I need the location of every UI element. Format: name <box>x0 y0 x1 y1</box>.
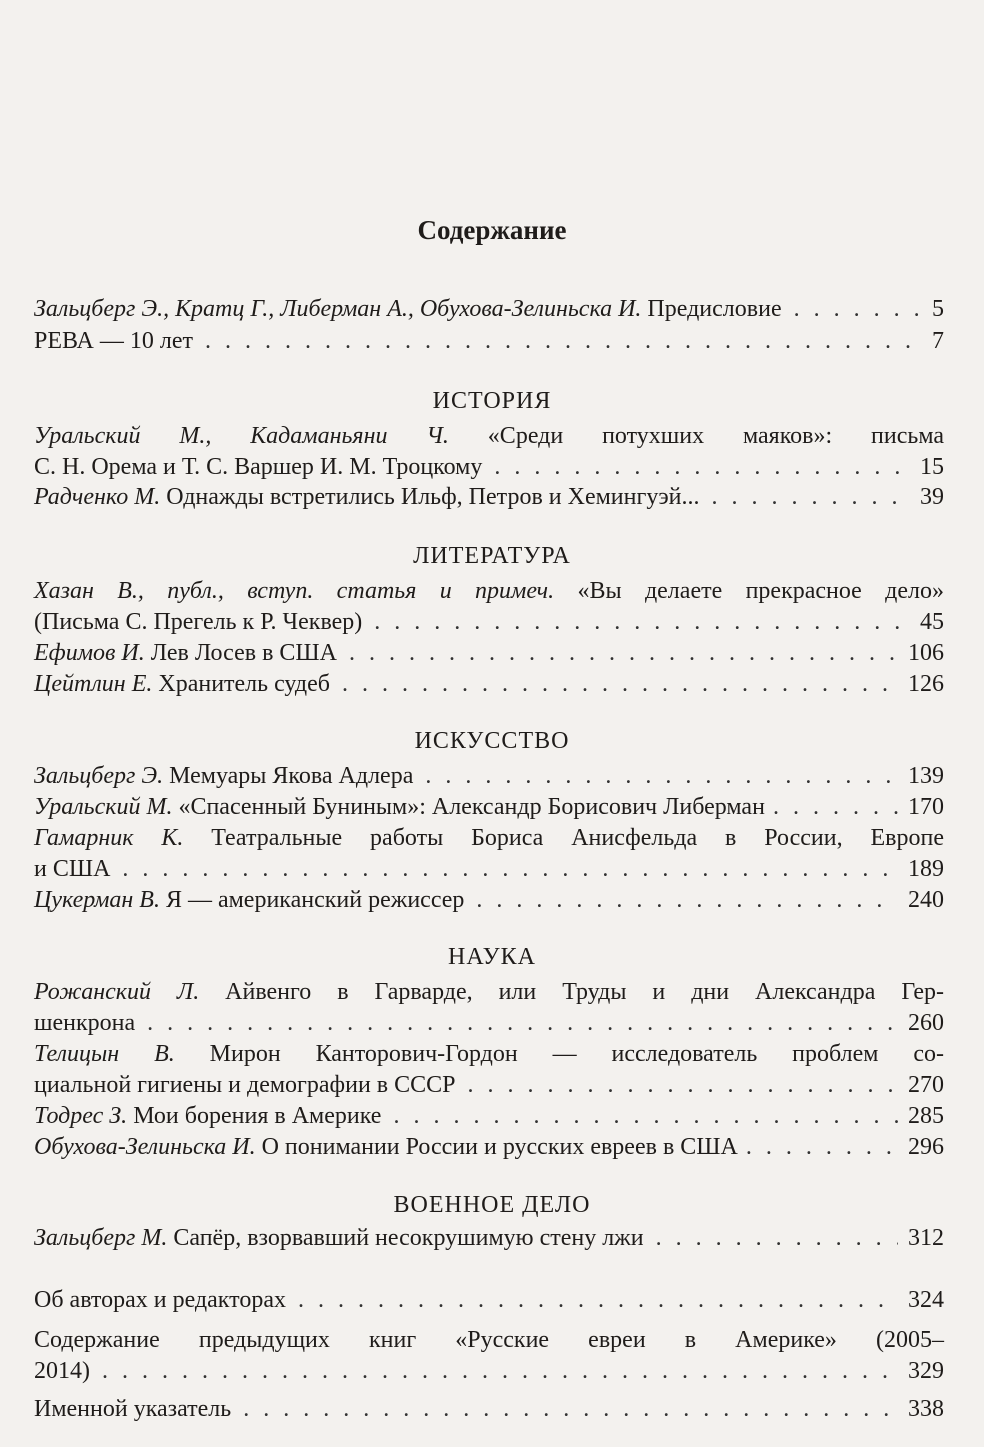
toc-entry-line[interactable] <box>34 637 944 669</box>
section-heading-history: ИСТОРИЯ <box>432 388 552 414</box>
entry-page-number: 139 <box>908 763 944 789</box>
toc-entry-line[interactable] <box>34 668 944 700</box>
section-heading-literature: ЛИТЕРАТУРА <box>413 543 571 569</box>
toc-entry-line[interactable] <box>34 1355 944 1387</box>
toc-entry-line[interactable] <box>34 1007 944 1039</box>
entry-title: Сапёр, взорвавший несокрушимую стену лжи <box>167 1225 644 1251</box>
entry-title: Айвенго в Гарварде, или Труды и дни Александра Гер- <box>199 979 945 1005</box>
entry-author: Гамарник К. <box>34 825 184 851</box>
dot-leader <box>243 1393 898 1425</box>
entry-page-number: 15 <box>920 454 944 480</box>
dot-leader <box>205 325 922 357</box>
toc-entry-line[interactable] <box>34 606 944 638</box>
toc-entry-line[interactable] <box>34 976 944 1008</box>
toc-entry-line[interactable] <box>34 1100 944 1132</box>
page-title: Содержание <box>417 215 567 245</box>
entry-title: Предисловие <box>641 296 782 322</box>
entry-page-number: 170 <box>908 794 944 820</box>
entry-title: и США <box>34 856 111 882</box>
toc-entry-line[interactable] <box>34 791 944 823</box>
dot-leader <box>794 293 922 325</box>
toc-entry-line[interactable] <box>34 1131 944 1163</box>
entry-title: шенкрона <box>34 1010 136 1036</box>
entry-author: Уральский М. <box>34 794 173 820</box>
entry-title: Лев Лосев в США <box>144 640 337 666</box>
toc-entry-index[interactable] <box>34 1393 944 1425</box>
entry-page-number: 39 <box>920 484 944 510</box>
entry-page-number: 329 <box>908 1358 944 1384</box>
toc-entry-preface[interactable] <box>34 293 944 325</box>
dot-leader <box>349 637 898 669</box>
toc-entry-line[interactable] <box>34 884 944 916</box>
toc-entry-line[interactable] <box>34 822 944 854</box>
entry-author: Хазан В., публ., вступ. статья и примеч. <box>34 578 555 604</box>
entry-page-number: 270 <box>908 1072 944 1098</box>
toc-entry-line[interactable] <box>34 575 944 607</box>
entry-title: «Среди потухших маяков»: письма <box>448 423 944 449</box>
entry-title: Театральные работы Бориса Анисфельда в России, Европе <box>183 825 944 851</box>
dot-leader <box>711 481 910 513</box>
section-heading-military: ВОЕННОЕ ДЕЛО <box>393 1192 591 1218</box>
entry-title: РЕВА — 10 лет <box>34 328 193 354</box>
section-heading-art: ИСКУССТВО <box>414 728 570 754</box>
section-heading-science: НАУКА <box>448 944 536 970</box>
entry-title: «Вы делаете прекрасное дело» <box>554 578 944 604</box>
entry-page-number: 7 <box>932 328 944 354</box>
toc-entry-previous-books[interactable] <box>34 1324 944 1356</box>
toc-entry-line[interactable] <box>34 853 944 885</box>
entry-page-number: 240 <box>908 887 944 913</box>
toc-entry-authors[interactable] <box>34 1284 944 1316</box>
entry-title: Однажды встретились Ильф, Петров и Хемингуэй... <box>160 484 700 510</box>
dot-leader <box>147 1007 898 1039</box>
entry-page-number: 189 <box>908 856 944 882</box>
entry-title: 2014) <box>34 1358 90 1384</box>
entry-author: Ефимов И. <box>34 640 145 666</box>
dot-leader <box>122 853 898 885</box>
entry-author: Зальцберг М. <box>34 1225 168 1251</box>
entry-page-number: 296 <box>908 1134 944 1160</box>
entry-author: Обухова-Зелиньска И. <box>34 1134 256 1160</box>
entry-title: циальной гигиены и демографии в СССР <box>34 1072 456 1098</box>
entry-title: Именной указатель <box>34 1396 232 1422</box>
entry-author: Зальцберг Э., Кратц Г., Либерман А., Обухова-Зелиньска И. <box>34 296 642 322</box>
dot-leader <box>374 606 910 638</box>
entry-author: Радченко М. <box>34 484 161 510</box>
entry-title: «Спасенный Буниным»: Александр Борисович Либерман <box>172 794 765 820</box>
toc-entry-line[interactable] <box>34 1069 944 1101</box>
dot-leader <box>298 1284 898 1316</box>
entry-title: Содержание предыдущих книг «Русские евреи в Америке» (2005– <box>34 1327 944 1353</box>
dot-leader <box>656 1222 898 1254</box>
entry-author: Цейтлин Е. <box>34 671 153 697</box>
entry-author: Цукерман В. <box>34 887 160 913</box>
entry-title: Мирон Канторович-Гордон — исследователь проблем со- <box>174 1041 944 1067</box>
entry-title: Мемуары Якова Адлера <box>163 763 414 789</box>
entry-author: Телицын В. <box>34 1041 175 1067</box>
toc-entry-line[interactable] <box>34 420 944 452</box>
entry-page-number: 106 <box>908 640 944 666</box>
entry-author: Рожанский Л. <box>34 979 200 1005</box>
entry-author: Зальцберг Э. <box>34 763 164 789</box>
dot-leader <box>746 1131 900 1163</box>
entry-title: Об авторах и редакторах <box>34 1287 286 1313</box>
entry-page-number: 45 <box>920 609 944 635</box>
entry-page-number: 5 <box>932 296 944 322</box>
dot-leader <box>468 1069 899 1101</box>
entry-title: (Письма С. Прегель к Р. Чеквер) <box>34 609 363 635</box>
entry-page-number: 285 <box>908 1103 944 1129</box>
entry-page-number: 324 <box>908 1287 944 1313</box>
dot-leader <box>102 1355 898 1387</box>
entry-page-number: 338 <box>908 1396 944 1422</box>
entry-title: О понимании России и русских евреев в США <box>255 1134 738 1160</box>
dot-leader <box>476 884 898 916</box>
entry-page-number: 312 <box>908 1225 944 1251</box>
dot-leader <box>393 1100 898 1132</box>
entry-title: С. Н. Орема и Т. С. Варшер И. М. Троцкому <box>34 454 483 480</box>
toc-entry-line[interactable] <box>34 760 944 792</box>
toc-entry-line[interactable] <box>34 1222 944 1254</box>
toc-entry-line[interactable] <box>34 1038 944 1070</box>
toc-entry-line[interactable] <box>34 481 944 513</box>
dot-leader <box>773 791 900 823</box>
entry-page-number: 126 <box>908 671 944 697</box>
toc-entry-reva[interactable] <box>34 325 944 357</box>
entry-title: Хранитель судеб <box>152 671 330 697</box>
entry-title: Я — американский режиссер <box>159 887 465 913</box>
entry-title: Мои борения в Америке <box>127 1103 382 1129</box>
dot-leader <box>342 668 898 700</box>
entry-author: Тодрес З. <box>34 1103 128 1129</box>
entry-page-number: 260 <box>908 1010 944 1036</box>
dot-leader <box>425 760 898 792</box>
entry-author: Уральский М., Кадаманьяни Ч. <box>34 423 449 449</box>
toc-entry-line[interactable] <box>34 451 944 483</box>
dot-leader <box>494 451 910 483</box>
